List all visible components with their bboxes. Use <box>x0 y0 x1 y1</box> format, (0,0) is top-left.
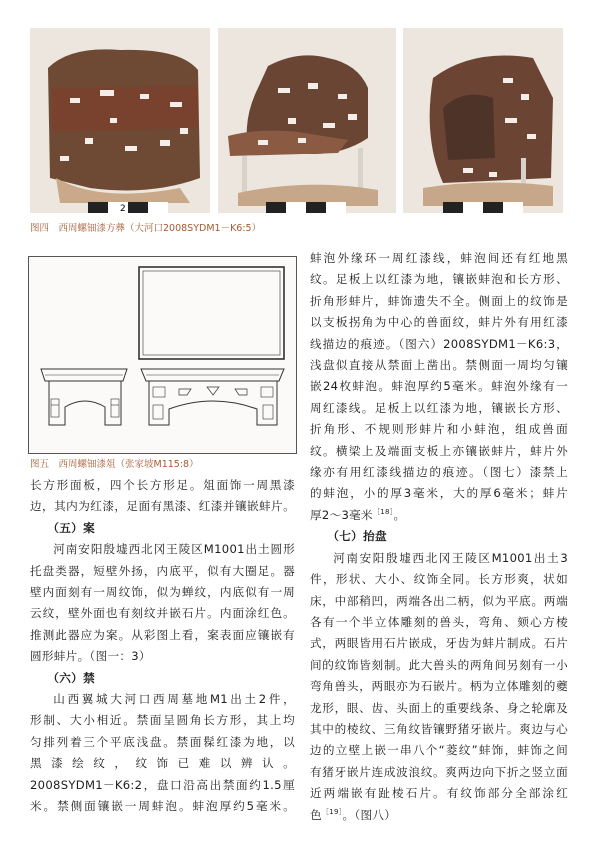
text-line: 2008SYDM1－K6:2，盘口沿高出禁面约1.5厘 <box>30 777 295 792</box>
text-line: 床，中部稍凹，两端各出二柄，似为平底。两端 <box>310 593 568 608</box>
text-line: 山西翼城大河口西周墓地M1出土2件， <box>53 692 295 707</box>
text-line: 浅盘似直接从禁面上凿出。禁侧面一周均匀镶 <box>310 358 568 373</box>
text-line: 边，其内为红漆，足面有黑漆、红漆并镶嵌蚌片。 <box>30 499 295 514</box>
text-line: 米。禁侧面镶嵌一周蚌泡。蚌泡厚约5毫米。 <box>30 799 295 814</box>
text-line: 折角形蚌片，蚌饰遗失不全。侧面上的纹饰是 <box>310 293 568 308</box>
figure4-photo-middle <box>218 28 396 213</box>
text-line <box>310 505 568 526</box>
text-line: 云纹，壁外面也有刻纹并嵌石片。内面涂红色。 <box>30 606 295 621</box>
text-line: 以支板拐角为中心的兽面纹，蚌片外有用红漆 <box>310 315 568 330</box>
text-line: 龙形，眼、齿、头面上的重要线条、身之轮廓及 <box>310 700 568 715</box>
right-column-text <box>310 248 568 826</box>
text-line: 圆形蚌片。（图一：3） <box>30 649 151 664</box>
text-line: 其中的棱纹、三角纹皆镶野猪牙嵌片。爽边与心 <box>310 721 568 736</box>
text-line: 间的纹饰皆刻制。此大兽头的两角间另刻有一小 <box>310 657 568 672</box>
text-line: 嵌24枚蚌泡。蚌泡厚约5毫米。蚌泡外缘有一 <box>310 379 568 394</box>
text-fragment: 。 <box>393 507 406 522</box>
left-column-text <box>30 475 295 818</box>
figure4-scale-text: 2 <box>120 204 126 213</box>
text-line: 各有一个半立体雕刻的兽头，弯角、颏心方棱 <box>310 614 568 629</box>
figure5-caption: 图五 西周螺钿漆俎（张家坡M115:8） <box>30 459 199 470</box>
text-line: 件，形状、大小、纹饰全同。长方形爽，状如 <box>310 572 568 587</box>
text-line: 纹。足板上以红漆为地，镶嵌蚌泡和长方形、 <box>310 272 568 287</box>
text-line: 纹。横梁上及端面支板上亦镶嵌蚌片，蚌片外 <box>310 443 568 458</box>
text-line: 推测此器应为案。从彩图上看，案表面应镶嵌有 <box>30 627 295 642</box>
text-line: 河南安阳殷墟西北冈王陵区M1001出土圆形 <box>53 542 295 557</box>
text-line: 黑 漆 绘 纹 ， 纹 饰 已 难 以 辨 认 。 <box>30 756 295 771</box>
text-fragment: 色 <box>310 807 322 822</box>
text-line: 边的立壁上嵌一串八个“菱纹”蚌饰，蚌饰之间 <box>310 743 568 758</box>
figure5-drawing <box>28 256 297 454</box>
text-line: 折角形、不规则形蚌片和小蚌泡，组成兽面 <box>310 422 568 437</box>
text-line: 式，两眼皆用石片嵌成，牙齿为蚌片制成。石片 <box>310 636 568 651</box>
text-line: 有猪牙嵌片连成波浪纹。爽两边向下折之竖立面 <box>310 764 568 779</box>
text-fragment: 。（图八） <box>342 807 397 822</box>
figure4-photo-right <box>403 28 563 213</box>
text-line: 形制、大小相近。禁面呈圆角长方形，其上均 <box>30 713 295 728</box>
text-line <box>310 805 568 826</box>
text-line: 周红漆线。足板上以红漆为地，镶嵌长方形、 <box>310 400 568 415</box>
section-heading-taipan: （七）抬盘 <box>327 529 387 544</box>
footnote-ref-19[interactable]: ［19］ <box>321 807 343 816</box>
text-line: 的蚌泡，小的厚3毫米，大的厚6毫米；蚌片 <box>310 486 568 501</box>
text-line: 托盘类器，短壁外扬，内底平，似有大圈足。器 <box>30 563 295 578</box>
figure4-photo-left <box>30 28 210 213</box>
text-line: 线描边的痕迹。（图六）2008SYDM1－K6:3， <box>310 336 568 351</box>
text-line: 弯角兽头，两眼亦为石嵌片。柄为立体雕刻的夔 <box>310 679 568 694</box>
text-line: 缘亦有用红漆线描边的痕迹。（图七）漆禁上 <box>310 465 568 480</box>
text-line: 长方形面板，四个长方形足。俎面饰一周黑漆 <box>30 478 295 492</box>
section-heading-jin: （六）禁 <box>47 670 95 685</box>
footnote-ref-18[interactable]: ［18］ <box>372 508 394 517</box>
text-line: 河南安阳殷墟西北冈王陵区M1001出土3 <box>333 550 568 565</box>
text-fragment: 厚2～3毫米 <box>310 507 373 522</box>
section-heading-an: （五）案 <box>47 520 95 535</box>
text-line: 匀排列着三个平底浅盘。禁面髹红漆为地，以 <box>30 734 295 749</box>
text-line: 蚌泡外缘环一周红漆线，蚌泡间还有红地黑 <box>310 251 568 265</box>
text-line: 壁内面刻有一周纹饰，似为蝉纹，内底似有一周 <box>30 585 295 600</box>
figure4-caption: 图四 西周螺钿漆方彝（大河口2008SYDM1－K6:5） <box>30 223 262 234</box>
text-line: 近两端嵌有趾棱石片。有纹饰部分全部涂红 <box>310 786 568 801</box>
